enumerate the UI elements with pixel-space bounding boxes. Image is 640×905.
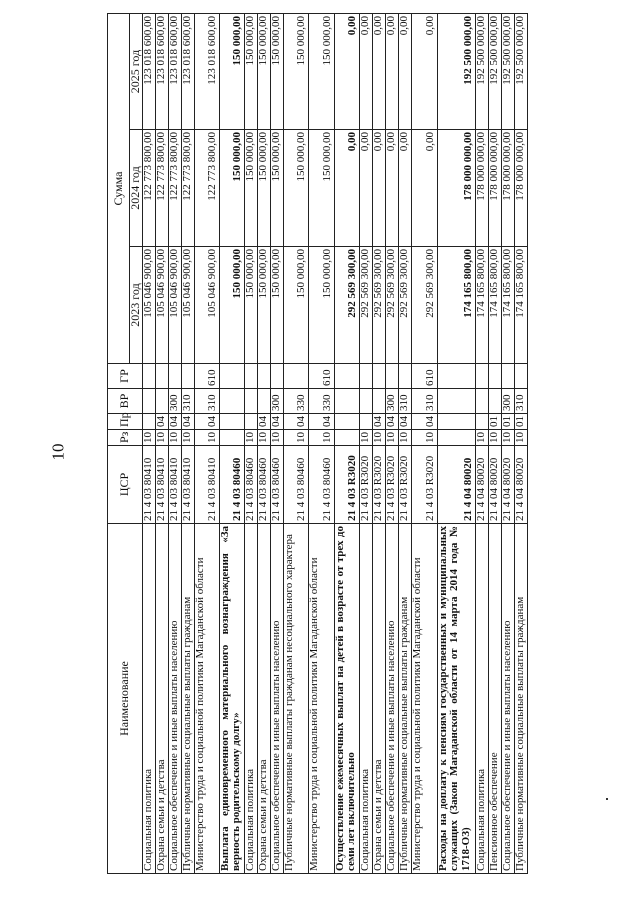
cell-vr: 330: [308, 389, 334, 414]
cell-rz: 10: [142, 430, 155, 446]
cell-name: Социальная политика: [475, 524, 488, 874]
cell-rz: 10: [308, 430, 334, 446]
cell-2025: 123 018 600,00: [168, 13, 181, 129]
cell-2024: 150 000,00: [283, 130, 308, 247]
cell-2025: 150 000,00: [257, 13, 270, 129]
cell-2023: 105 046 900,00: [194, 247, 219, 364]
cell-rz: 10: [385, 430, 398, 446]
cell-csr: 21 4 04 80020: [501, 446, 514, 524]
table-row: [372, 13, 385, 873]
cell-2024: 0,00: [372, 130, 385, 247]
cell-csr: 21 4 03 80460: [283, 446, 308, 524]
cell-name: Охрана семьи и детства: [155, 524, 168, 874]
table-row: [359, 13, 372, 873]
cell-2023: 105 046 900,00: [142, 247, 155, 364]
cell-vr: 310: [514, 389, 527, 414]
cell-gr: [155, 364, 168, 389]
cell-pr: 04: [181, 414, 194, 430]
cell-2025: 150 000,00: [270, 13, 283, 129]
cell-name: Социальная политика: [142, 524, 155, 874]
header-year-2025: 2025 год: [130, 13, 143, 129]
cell-2023: 292 569 300,00: [359, 247, 372, 364]
table-row: [181, 13, 194, 873]
table-row: [334, 13, 359, 873]
cell-pr: [219, 414, 244, 430]
cell-gr: [398, 364, 411, 389]
cell-name: Министерство труда и социальной политики Магаданской области: [194, 524, 219, 874]
cell-gr: [385, 364, 398, 389]
cell-2023: 105 046 900,00: [181, 247, 194, 364]
cell-2025: 150 000,00: [244, 13, 257, 129]
cell-gr: [514, 364, 527, 389]
cell-pr: 04: [194, 414, 219, 430]
cell-vr: [437, 389, 475, 414]
cell-csr: 21 4 03 R3020: [372, 446, 385, 524]
cell-csr: 21 4 03 80410: [194, 446, 219, 524]
table-row: [514, 13, 527, 873]
cell-pr: 04: [257, 414, 270, 430]
cell-vr: [475, 389, 488, 414]
cell-csr: 21 4 03 80460: [257, 446, 270, 524]
cell-csr: 21 4 04 80020: [475, 446, 488, 524]
cell-gr: [219, 364, 244, 389]
cell-2023: 292 569 300,00: [385, 247, 398, 364]
cell-vr: [372, 389, 385, 414]
cell-name: Осуществление ежемесячных выплат на детей в возрасте от трех до семи лет включительно: [334, 524, 359, 874]
cell-gr: [501, 364, 514, 389]
table-row: [501, 13, 514, 873]
cell-rz: 10: [155, 430, 168, 446]
cell-vr: 310: [398, 389, 411, 414]
cell-name: Публичные нормативные социальные выплаты гражданам: [398, 524, 411, 874]
cell-rz: [334, 430, 359, 446]
cell-name: Социальная политика: [244, 524, 257, 874]
table-row: [437, 13, 475, 873]
cell-rz: [219, 430, 244, 446]
cell-2023: 150 000,00: [283, 247, 308, 364]
header-pr: Пр: [108, 414, 143, 430]
cell-name: Социальная политика: [359, 524, 372, 874]
cell-rz: 10: [168, 430, 181, 446]
cell-2025: 192 500 000,00: [514, 13, 527, 129]
cell-2024: 150 000,00: [244, 130, 257, 247]
cell-2025: 150 000,00: [283, 13, 308, 129]
cell-csr: 21 4 03 R3020: [359, 446, 372, 524]
cell-2025: 192 500 000,00: [501, 13, 514, 129]
table-row: [219, 13, 244, 873]
cell-csr: 21 4 03 80460: [219, 446, 244, 524]
cell-2025: 0,00: [372, 13, 385, 129]
cell-name: Расходы на доплату к пенсиям государственных и муниципальных служащих (Закон Магаданской области от 14 марта 2014 года № 1718-ОЗ): [437, 524, 475, 874]
cell-2023: 150 000,00: [308, 247, 334, 364]
cell-rz: 10: [488, 430, 501, 446]
table-row: [475, 13, 488, 873]
cell-2024: 150 000,00: [257, 130, 270, 247]
cell-vr: [488, 389, 501, 414]
cell-gr: 610: [411, 364, 437, 389]
cell-2024: 0,00: [398, 130, 411, 247]
cell-gr: [475, 364, 488, 389]
cell-csr: 21 4 03 80410: [168, 446, 181, 524]
cell-pr: 04: [411, 414, 437, 430]
cell-csr: 21 4 04 80020: [488, 446, 501, 524]
cell-name: Охрана семьи и детства: [257, 524, 270, 874]
cell-2023: 174 165 800,00: [514, 247, 527, 364]
header-year-2024: 2024 год: [130, 130, 143, 247]
cell-name: Публичные нормативные социальные выплаты гражданам: [181, 524, 194, 874]
cell-2025: 123 018 600,00: [181, 13, 194, 129]
cell-2025: 0,00: [334, 13, 359, 129]
cell-2024: 150 000,00: [219, 130, 244, 247]
cell-pr: 04: [270, 414, 283, 430]
cell-2024: 122 773 800,00: [142, 130, 155, 247]
cell-name: Выплата единовременного материального вознаграждения «За верность родительскому долгу»: [219, 524, 244, 874]
rotated-table-container: [107, 14, 597, 874]
cell-rz: 10: [501, 430, 514, 446]
cell-2023: 174 165 800,00: [488, 247, 501, 364]
cell-2024: 178 000 000,00: [514, 130, 527, 247]
table-row: [488, 13, 501, 873]
cell-2024: 178 000 000,00: [437, 130, 475, 247]
header-gr: ГР: [108, 364, 143, 389]
cell-2023: 292 569 300,00: [372, 247, 385, 364]
cell-rz: [437, 430, 475, 446]
table-row: [411, 13, 437, 873]
cell-2025: 123 018 600,00: [155, 13, 168, 129]
cell-name: Пенсионное обеспечение: [488, 524, 501, 874]
cell-rz: 10: [194, 430, 219, 446]
cell-csr: 21 4 03 R3020: [334, 446, 359, 524]
cell-2024: 0,00: [359, 130, 372, 247]
cell-name: Социальное обеспечение и иные выплаты населению: [270, 524, 283, 874]
cell-rz: 10: [372, 430, 385, 446]
cell-rz: 10: [181, 430, 194, 446]
cell-2023: 174 165 800,00: [501, 247, 514, 364]
cell-2023: 150 000,00: [244, 247, 257, 364]
table-body: [142, 13, 527, 873]
table-row: [168, 13, 181, 873]
cell-vr: 300: [168, 389, 181, 414]
cell-2025: 192 500 000,00: [437, 13, 475, 129]
cell-2024: 122 773 800,00: [194, 130, 219, 247]
cell-pr: 01: [514, 414, 527, 430]
cell-pr: 04: [372, 414, 385, 430]
cell-2025: 0,00: [411, 13, 437, 129]
cell-csr: 21 4 03 80410: [155, 446, 168, 524]
cell-csr: 21 4 04 80020: [514, 446, 527, 524]
table-row: [308, 13, 334, 873]
cell-vr: [142, 389, 155, 414]
cell-pr: [437, 414, 475, 430]
cell-rz: 10: [475, 430, 488, 446]
header-year-2023: 2023 год: [130, 247, 143, 364]
cell-gr: 610: [308, 364, 334, 389]
table-row: [244, 13, 257, 873]
cell-2025: 150 000,00: [308, 13, 334, 129]
cell-gr: [257, 364, 270, 389]
cell-pr: 01: [488, 414, 501, 430]
cell-csr: 21 4 03 80460: [308, 446, 334, 524]
table-row: [142, 13, 155, 873]
cell-gr: [372, 364, 385, 389]
cell-rz: 10: [270, 430, 283, 446]
cell-2024: 178 000 000,00: [501, 130, 514, 247]
page-number: 10: [48, 443, 68, 461]
table-row: [194, 13, 219, 873]
header-rz: Рз: [108, 430, 143, 446]
cell-2024: 150 000,00: [308, 130, 334, 247]
cell-pr: 04: [168, 414, 181, 430]
cell-2023: 105 046 900,00: [168, 247, 181, 364]
cell-2024: 122 773 800,00: [181, 130, 194, 247]
header-vr: ВР: [108, 389, 143, 414]
table-row: [398, 13, 411, 873]
header-name: Наименование: [108, 524, 143, 874]
cell-2023: 292 569 300,00: [334, 247, 359, 364]
cell-pr: 01: [501, 414, 514, 430]
cell-2024: 122 773 800,00: [155, 130, 168, 247]
cell-2024: 178 000 000,00: [488, 130, 501, 247]
table-row: [257, 13, 270, 873]
header-row-1: [108, 13, 130, 873]
cell-rz: 10: [283, 430, 308, 446]
cell-2025: 150 000,00: [219, 13, 244, 129]
cell-csr: 21 4 03 R3020: [398, 446, 411, 524]
cell-name: Министерство труда и социальной политики Магаданской области: [308, 524, 334, 874]
cell-2025: 0,00: [398, 13, 411, 129]
table-row: [283, 13, 308, 873]
cell-vr: [359, 389, 372, 414]
cell-pr: [142, 414, 155, 430]
cell-rz: 10: [257, 430, 270, 446]
cell-gr: [142, 364, 155, 389]
cell-pr: 04: [385, 414, 398, 430]
header-sum: Сумма: [108, 13, 130, 363]
cell-csr: 21 4 03 80460: [270, 446, 283, 524]
cell-2025: 0,00: [359, 13, 372, 129]
cell-csr: 21 4 03 80460: [244, 446, 257, 524]
cell-2024: 0,00: [411, 130, 437, 247]
cell-vr: [334, 389, 359, 414]
cell-vr: 300: [385, 389, 398, 414]
cell-pr: 04: [155, 414, 168, 430]
cell-pr: 04: [398, 414, 411, 430]
cell-gr: [244, 364, 257, 389]
cell-gr: [334, 364, 359, 389]
table-row: [270, 13, 283, 873]
cell-pr: [359, 414, 372, 430]
cell-pr: [334, 414, 359, 430]
table-row: [155, 13, 168, 873]
cell-csr: 21 4 03 80410: [181, 446, 194, 524]
cell-rz: 10: [359, 430, 372, 446]
cell-2024: 122 773 800,00: [168, 130, 181, 247]
cell-vr: 300: [270, 389, 283, 414]
cell-pr: [244, 414, 257, 430]
cell-gr: [283, 364, 308, 389]
cell-name: Публичные нормативные выплаты гражданам несоциального характера: [283, 524, 308, 874]
cell-2024: 178 000 000,00: [475, 130, 488, 247]
cell-vr: [257, 389, 270, 414]
cell-2025: 123 018 600,00: [194, 13, 219, 129]
table-row: [385, 13, 398, 873]
cell-name: Социальное обеспечение и иные выплаты населению: [168, 524, 181, 874]
cell-rz: 10: [514, 430, 527, 446]
cell-gr: [488, 364, 501, 389]
cell-rz: 10: [411, 430, 437, 446]
cell-2023: 292 569 300,00: [411, 247, 437, 364]
cell-pr: 04: [283, 414, 308, 430]
cell-2025: 192 500 000,00: [475, 13, 488, 129]
cell-vr: 310: [194, 389, 219, 414]
cell-pr: 04: [308, 414, 334, 430]
cell-2023: 150 000,00: [219, 247, 244, 364]
cell-gr: [270, 364, 283, 389]
cell-2024: 150 000,00: [270, 130, 283, 247]
cell-vr: [244, 389, 257, 414]
cell-2025: 123 018 600,00: [142, 13, 155, 129]
cell-2025: 0,00: [385, 13, 398, 129]
cell-name: Охрана семьи и детства: [372, 524, 385, 874]
budget-table: [107, 13, 528, 874]
cell-vr: 330: [283, 389, 308, 414]
cell-name: Министерство труда и социальной политики Магаданской области: [411, 524, 437, 874]
header-csr: ЦСР: [108, 446, 143, 524]
cell-2024: 0,00: [385, 130, 398, 247]
cell-csr: 21 4 03 R3020: [411, 446, 437, 524]
cell-name: Социальное обеспечение и иные выплаты населению: [385, 524, 398, 874]
cell-gr: 610: [194, 364, 219, 389]
cell-vr: 300: [501, 389, 514, 414]
cell-csr: 21 4 04 80020: [437, 446, 475, 524]
scan-speck: [606, 798, 608, 800]
cell-vr: [219, 389, 244, 414]
cell-2024: 0,00: [334, 130, 359, 247]
cell-2023: 174 165 800,00: [475, 247, 488, 364]
cell-vr: [155, 389, 168, 414]
cell-vr: 310: [181, 389, 194, 414]
cell-csr: 21 4 03 R3020: [385, 446, 398, 524]
cell-gr: [168, 364, 181, 389]
cell-gr: [181, 364, 194, 389]
cell-name: Публичные нормативные социальные выплаты гражданам: [514, 524, 527, 874]
cell-rz: 10: [398, 430, 411, 446]
cell-gr: [437, 364, 475, 389]
cell-2023: 105 046 900,00: [155, 247, 168, 364]
cell-csr: 21 4 03 80410: [142, 446, 155, 524]
cell-rz: 10: [244, 430, 257, 446]
cell-vr: 310: [411, 389, 437, 414]
cell-name: Социальное обеспечение и иные выплаты населению: [501, 524, 514, 874]
cell-gr: [359, 364, 372, 389]
cell-2023: 150 000,00: [270, 247, 283, 364]
cell-2023: 150 000,00: [257, 247, 270, 364]
cell-pr: [475, 414, 488, 430]
cell-2023: 292 569 300,00: [398, 247, 411, 364]
cell-2025: 192 500 000,00: [488, 13, 501, 129]
cell-2023: 174 165 800,00: [437, 247, 475, 364]
